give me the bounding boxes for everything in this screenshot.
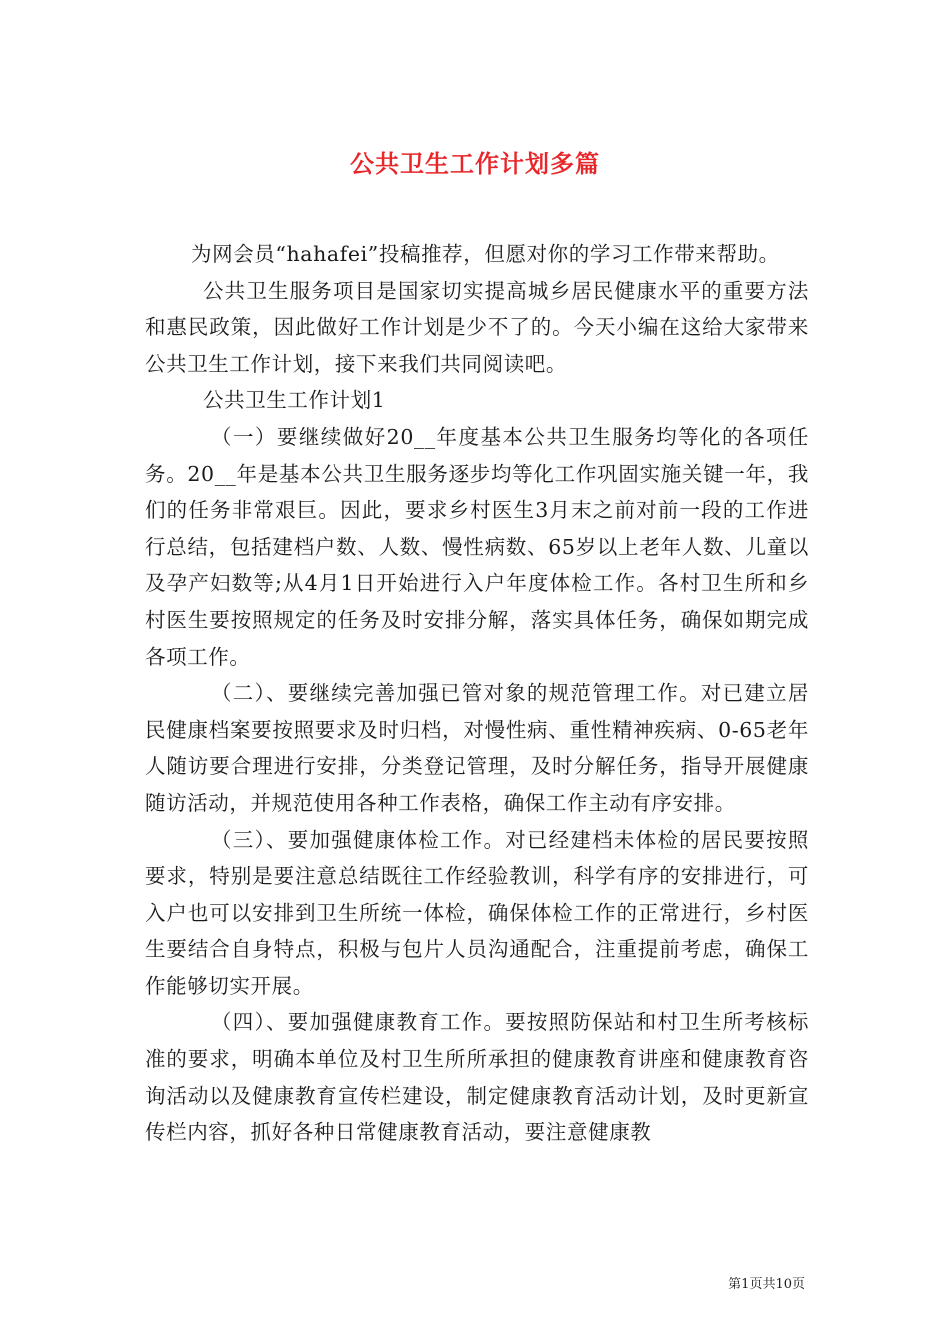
paragraph-item-3: （三）、要加强健康体检工作。对已经建档未体检的居民要按照要求，特别是要注意总结既往工作经验教训，科学有序的安排进行，可入户也可以安排到卫生所统一体检，确保体检工作的正常进行，乡村医生要结合自身特点，积极与包片人员沟通配合，注重提前考虑，确保工作能够切实开展。 (145, 827, 809, 998)
section-heading: 公共卫生工作计划1 (203, 388, 386, 413)
lead-paragraph: 公共卫生服务项目是国家切实提高城乡居民健康水平的重要方法和惠民政策，因此做好工作计划是少不了的。今天小编在这给大家带来公共卫生工作计划，接下来我们共同阅读吧。 (145, 278, 809, 376)
paragraph-item-4: （四）、要加强健康教育工作。要按照防保站和村卫生所考核标准的要求，明确本单位及村卫生所所承担的健康教育讲座和健康教育咨询活动以及健康教育宣传栏建设，制定健康教育活动计划，及时更新宣传栏内容，抓好各种日常健康教育活动，要注意健康教 (145, 1010, 809, 1145)
document-title: 公共卫生工作计划多篇 (350, 149, 600, 179)
page-number-footer: 第1页共10页 (728, 1277, 805, 1292)
paragraph-item-2: （二）、要继续完善加强已管对象的规范管理工作。对已建立居民健康档案要按照要求及时归档，对慢性病、重性精神疾病、0-65老年人随访要合理进行安排，分类登记管理，及时分解任务，指导开展健康随访活动，并规范使用各种工作表格，确保工作主动有序安排。 (145, 681, 809, 815)
paragraph-item-1: （一）要继续做好20__年度基本公共卫生服务均等化的各项任务。20__年是基本公共卫生服务逐步均等化工作巩固实施关键一年，我们的任务非常艰巨。因此，要求乡村医生3月末之前对前一段的工作进行总结，包括建档户数、人数、慢性病数、65岁以上老年人数、儿童以及孕产妇数等;从4月1日开始进行入户年度体检工作。各村卫生所和乡村医生要按照规定的任务及时安排分解，落实具体任务，确保如期完成各项工作。 (145, 424, 809, 669)
document-body (145, 236, 809, 1151)
intro-paragraph: 为网会员“hahafei”投稿推荐，但愿对你的学习工作带来帮助。 (191, 242, 780, 266)
